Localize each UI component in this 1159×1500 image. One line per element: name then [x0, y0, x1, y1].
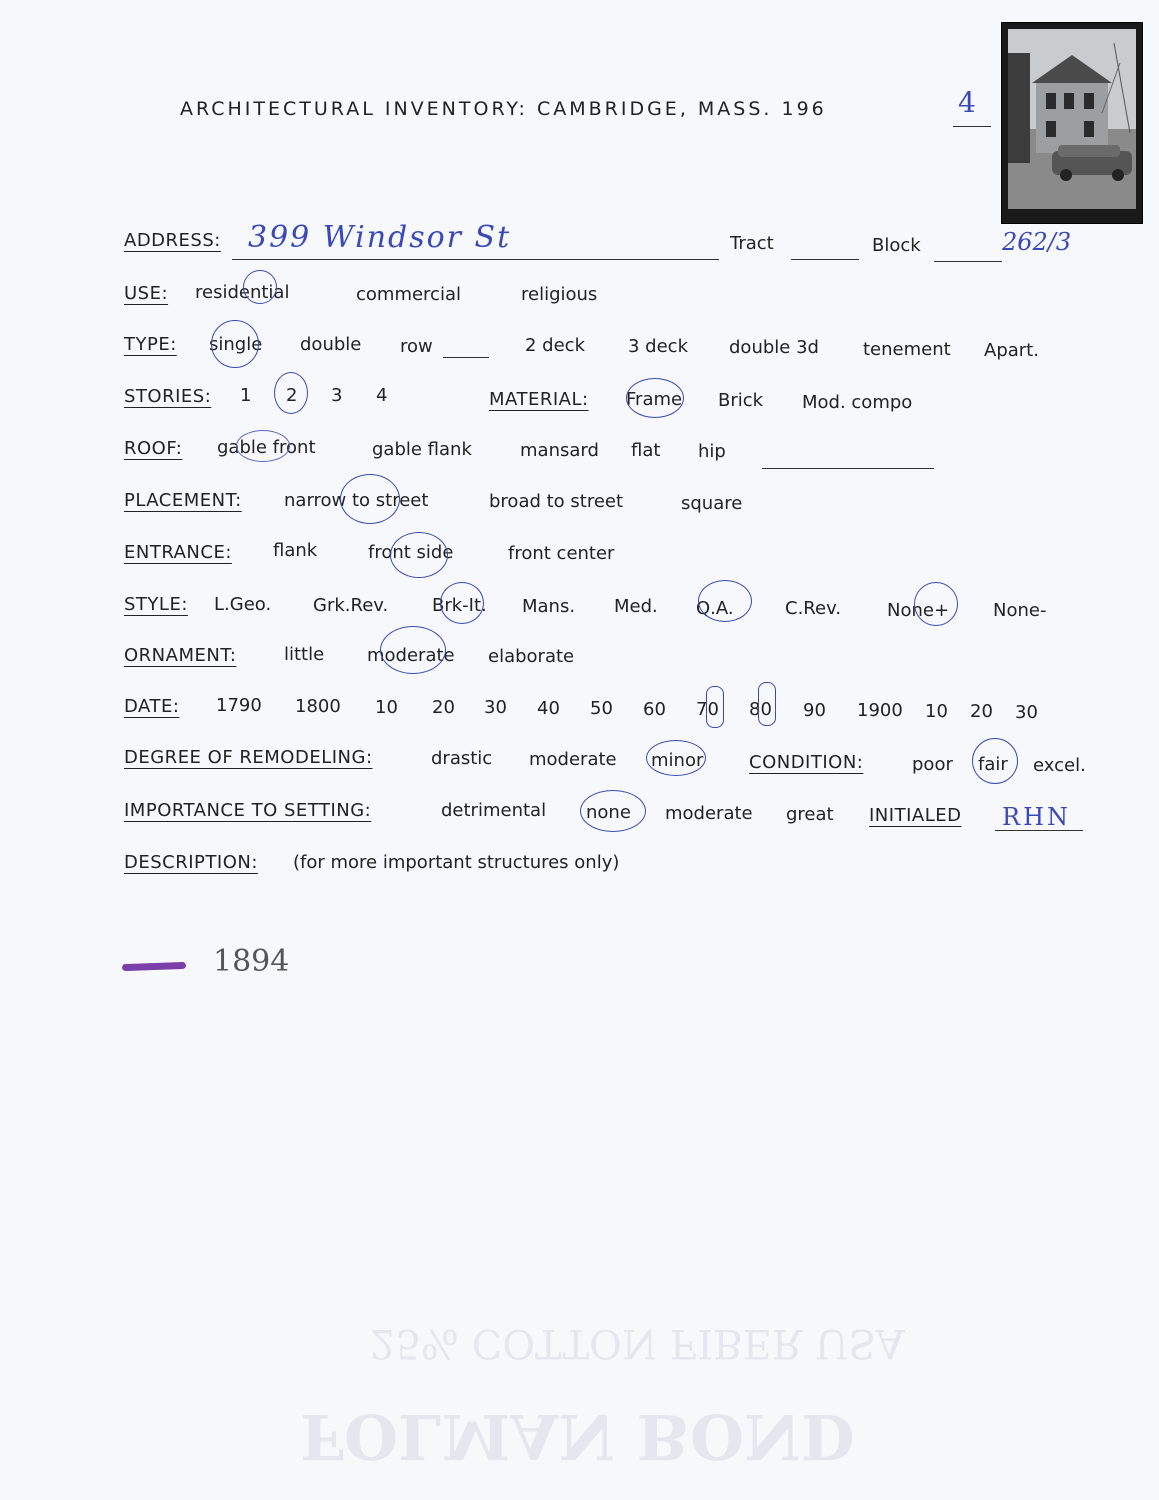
date-option-1800[interactable]: 1800 — [295, 696, 341, 717]
condition-label: CONDITION: — [749, 752, 864, 773]
date-option-1900[interactable]: 1900 — [857, 700, 903, 721]
material-option-frame[interactable]: Frame — [626, 389, 683, 410]
date-option-1870[interactable]: 70 — [696, 699, 719, 720]
type-row — [124, 334, 177, 355]
importance-option-none[interactable]: none — [586, 802, 631, 823]
roof-option-gable-front[interactable]: gable front — [217, 437, 316, 458]
year-suffix: 4 — [958, 86, 976, 119]
date-option-1860[interactable]: 60 — [643, 699, 666, 720]
address-label: ADDRESS: — [124, 230, 221, 251]
style-label: STYLE: — [124, 594, 188, 615]
date-option-1820[interactable]: 20 — [432, 697, 455, 718]
remodeling-option-moderate[interactable]: moderate — [529, 749, 617, 770]
style-option-none-minus[interactable]: None- — [993, 600, 1047, 621]
block-label: Block — [872, 235, 921, 256]
remodeling-option-drastic[interactable]: drastic — [431, 748, 493, 769]
house-photo-image — [1002, 23, 1142, 223]
type-option-double-3d[interactable]: double 3d — [729, 337, 819, 358]
date-option-1910[interactable]: 10 — [925, 701, 948, 722]
placement-row — [124, 490, 242, 511]
material-row — [489, 389, 589, 410]
address-line — [232, 259, 719, 260]
date-option-1880[interactable]: 80 — [749, 699, 772, 720]
stories-option-4[interactable]: 4 — [376, 385, 388, 406]
row-count-line[interactable] — [443, 357, 489, 358]
style-option-brk-it[interactable]: Brk-It. — [432, 595, 487, 616]
material-label: MATERIAL: — [489, 389, 589, 410]
entrance-row — [124, 542, 232, 563]
roof-option-mansard[interactable]: mansard — [520, 440, 599, 461]
date-option-1840[interactable]: 40 — [537, 698, 560, 719]
use-row — [124, 283, 168, 304]
date-option-1890[interactable]: 90 — [803, 700, 826, 721]
importance-option-detrimental[interactable]: detrimental — [441, 800, 547, 821]
placement-option-square[interactable]: square — [681, 493, 743, 514]
placement-label: PLACEMENT: — [124, 490, 242, 511]
ornament-option-elaborate[interactable]: elaborate — [488, 646, 575, 667]
block-line — [934, 261, 1002, 262]
bleed-through-text-2: FOLMAN BOND — [300, 1400, 855, 1473]
material-option-mod-compo[interactable]: Mod. compo — [802, 392, 913, 413]
roof-other-line[interactable] — [762, 468, 934, 469]
roof-option-gable-flank[interactable]: gable flank — [372, 439, 472, 460]
date-row — [124, 696, 179, 717]
date-label: DATE: — [124, 696, 180, 717]
type-option-3-deck[interactable]: 3 deck — [628, 336, 688, 357]
tract-label: Tract — [730, 233, 774, 254]
placement-option-broad[interactable]: broad to street — [489, 491, 624, 512]
style-option-none-plus[interactable]: None+ — [887, 600, 950, 621]
type-option-apart[interactable]: Apart. — [984, 340, 1039, 361]
remodeling-option-minor[interactable]: minor — [651, 750, 704, 771]
year-blank — [953, 126, 991, 127]
description-note: (for more important structures only) — [293, 852, 620, 873]
date-option-1810[interactable]: 10 — [375, 697, 398, 718]
condition-option-excel[interactable]: excel. — [1033, 755, 1086, 776]
date-option-1920[interactable]: 20 — [970, 701, 993, 722]
remodeling-label: DEGREE OF REMODELING: — [124, 747, 373, 768]
type-option-row[interactable]: row — [400, 336, 433, 357]
date-option-1930[interactable]: 30 — [1015, 702, 1038, 723]
initialed-row — [869, 805, 961, 826]
condition-option-poor[interactable]: poor — [912, 754, 953, 775]
form-header — [180, 86, 976, 120]
ornament-option-moderate[interactable]: moderate — [367, 645, 455, 666]
style-option-med[interactable]: Med. — [614, 596, 658, 617]
importance-label: IMPORTANCE TO SETTING: — [124, 800, 372, 821]
date-option-1830[interactable]: 30 — [484, 697, 507, 718]
description-row — [124, 852, 258, 873]
stories-label: STORIES: — [124, 386, 212, 407]
remodeling-row — [124, 747, 373, 768]
ornament-label: ORNAMENT: — [124, 645, 237, 666]
entrance-option-front-side[interactable]: front side — [368, 542, 454, 563]
annotation-year: 1894 — [213, 944, 290, 979]
date-option-1790[interactable]: 1790 — [216, 695, 262, 716]
use-label: USE: — [124, 283, 169, 304]
style-row — [124, 594, 188, 615]
ornament-option-little[interactable]: little — [284, 644, 325, 665]
style-option-mans[interactable]: Mans. — [522, 596, 576, 617]
stories-row — [124, 386, 211, 407]
type-option-tenement[interactable]: tenement — [863, 339, 951, 360]
type-label: TYPE: — [124, 334, 177, 355]
building-photo — [1001, 22, 1143, 224]
type-option-single[interactable]: single — [209, 334, 263, 355]
block-value[interactable]: 262/3 — [1002, 228, 1072, 256]
description-label: DESCRIPTION: — [124, 852, 258, 873]
style-option-grk-rev[interactable]: Grk.Rev. — [313, 595, 389, 616]
type-option-double[interactable]: double — [300, 334, 362, 355]
condition-option-fair[interactable]: fair — [978, 754, 1008, 775]
entrance-label: ENTRANCE: — [124, 542, 232, 563]
date-option-1850[interactable]: 50 — [590, 698, 613, 719]
material-option-brick[interactable]: Brick — [718, 390, 764, 411]
use-option-religious[interactable]: religious — [521, 284, 598, 305]
address-value[interactable]: 399 Windsor St — [248, 220, 512, 255]
roof-label: ROOF: — [124, 438, 183, 459]
roof-option-flat[interactable]: flat — [631, 440, 661, 461]
stories-option-2[interactable]: 2 — [286, 385, 298, 406]
importance-option-great[interactable]: great — [786, 804, 834, 825]
use-option-commercial[interactable]: commercial — [356, 284, 461, 305]
roof-row — [124, 438, 182, 459]
placement-option-narrow[interactable]: narrow to street — [284, 490, 429, 511]
form-title: ARCHITECTURAL INVENTORY: CAMBRIDGE, MASS. 196 — [180, 98, 827, 120]
style-option-c-rev[interactable]: C.Rev. — [785, 598, 842, 619]
stories-option-3[interactable]: 3 — [331, 385, 343, 406]
ornament-row — [124, 645, 236, 666]
purple-ink-mark — [122, 962, 186, 971]
style-option-l-geo[interactable]: L.Geo. — [214, 594, 272, 615]
initialed-value[interactable]: RHN — [1002, 803, 1071, 831]
importance-option-moderate[interactable]: moderate — [665, 803, 753, 824]
roof-option-hip[interactable]: hip — [698, 441, 726, 462]
stories-option-1[interactable]: 1 — [240, 385, 252, 406]
entrance-option-flank[interactable]: flank — [273, 540, 318, 561]
type-option-2-deck[interactable]: 2 deck — [525, 335, 585, 356]
condition-row — [749, 752, 863, 773]
use-option-residential[interactable]: residential — [195, 282, 290, 303]
entrance-option-front-center[interactable]: front center — [508, 543, 615, 564]
style-option-q-a[interactable]: Q.A. — [696, 598, 734, 619]
initialed-label: INITIALED — [869, 805, 962, 826]
address-row — [124, 230, 221, 251]
bleed-through-text-1: 25% COTTON FIBER USA — [370, 1320, 905, 1366]
tract-line[interactable] — [791, 259, 859, 260]
importance-row — [124, 800, 371, 821]
